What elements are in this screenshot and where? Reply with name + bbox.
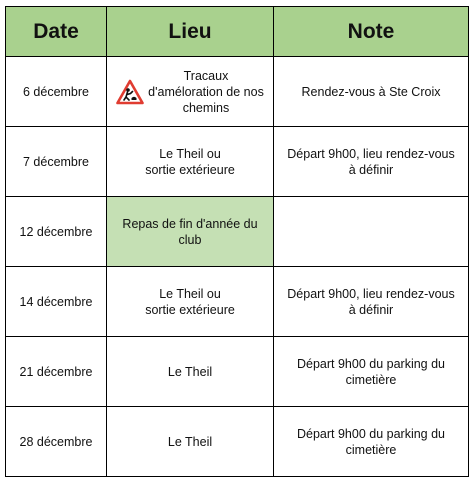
- cell-note: Rendez-vous à Ste Croix: [274, 57, 469, 127]
- header-lieu: Lieu: [107, 7, 274, 57]
- cell-lieu: [107, 57, 274, 127]
- cell-date: 7 décembre: [6, 127, 107, 197]
- cell-note: Départ 9h00, lieu rendez-vous à définir: [274, 127, 469, 197]
- table-row: [6, 57, 469, 127]
- table-row: [6, 267, 469, 337]
- schedule-table: [5, 6, 469, 477]
- header-note: Note: [274, 7, 469, 57]
- cell-date: 21 décembre: [6, 337, 107, 407]
- cell-lieu-highlighted: Repas de fin d'année du club: [107, 197, 274, 267]
- header-row: [6, 7, 469, 57]
- table-row: [6, 127, 469, 197]
- cell-date: 28 décembre: [6, 407, 107, 477]
- table-row: [6, 337, 469, 407]
- table-row: [6, 407, 469, 477]
- cell-lieu: Le Theil ou sortie extérieure: [107, 267, 274, 337]
- cell-date: 14 décembre: [6, 267, 107, 337]
- roadwork-warning-icon: [116, 79, 144, 105]
- cell-note: [274, 197, 469, 267]
- cell-date: 12 décembre: [6, 197, 107, 267]
- cell-lieu: Le Theil ou sortie extérieure: [107, 127, 274, 197]
- cell-note: Départ 9h00 du parking du cimetière: [274, 407, 469, 477]
- cell-lieu: Le Theil: [107, 407, 274, 477]
- cell-note: Départ 9h00, lieu rendez-vous à définir: [274, 267, 469, 337]
- cell-lieu-text: Tracaux d'améloration de nos chemins: [148, 68, 264, 115]
- table-row: [6, 197, 469, 267]
- cell-date: 6 décembre: [6, 57, 107, 127]
- header-date: Date: [6, 7, 107, 57]
- cell-lieu: Le Theil: [107, 337, 274, 407]
- cell-note: Départ 9h00 du parking du cimetière: [274, 337, 469, 407]
